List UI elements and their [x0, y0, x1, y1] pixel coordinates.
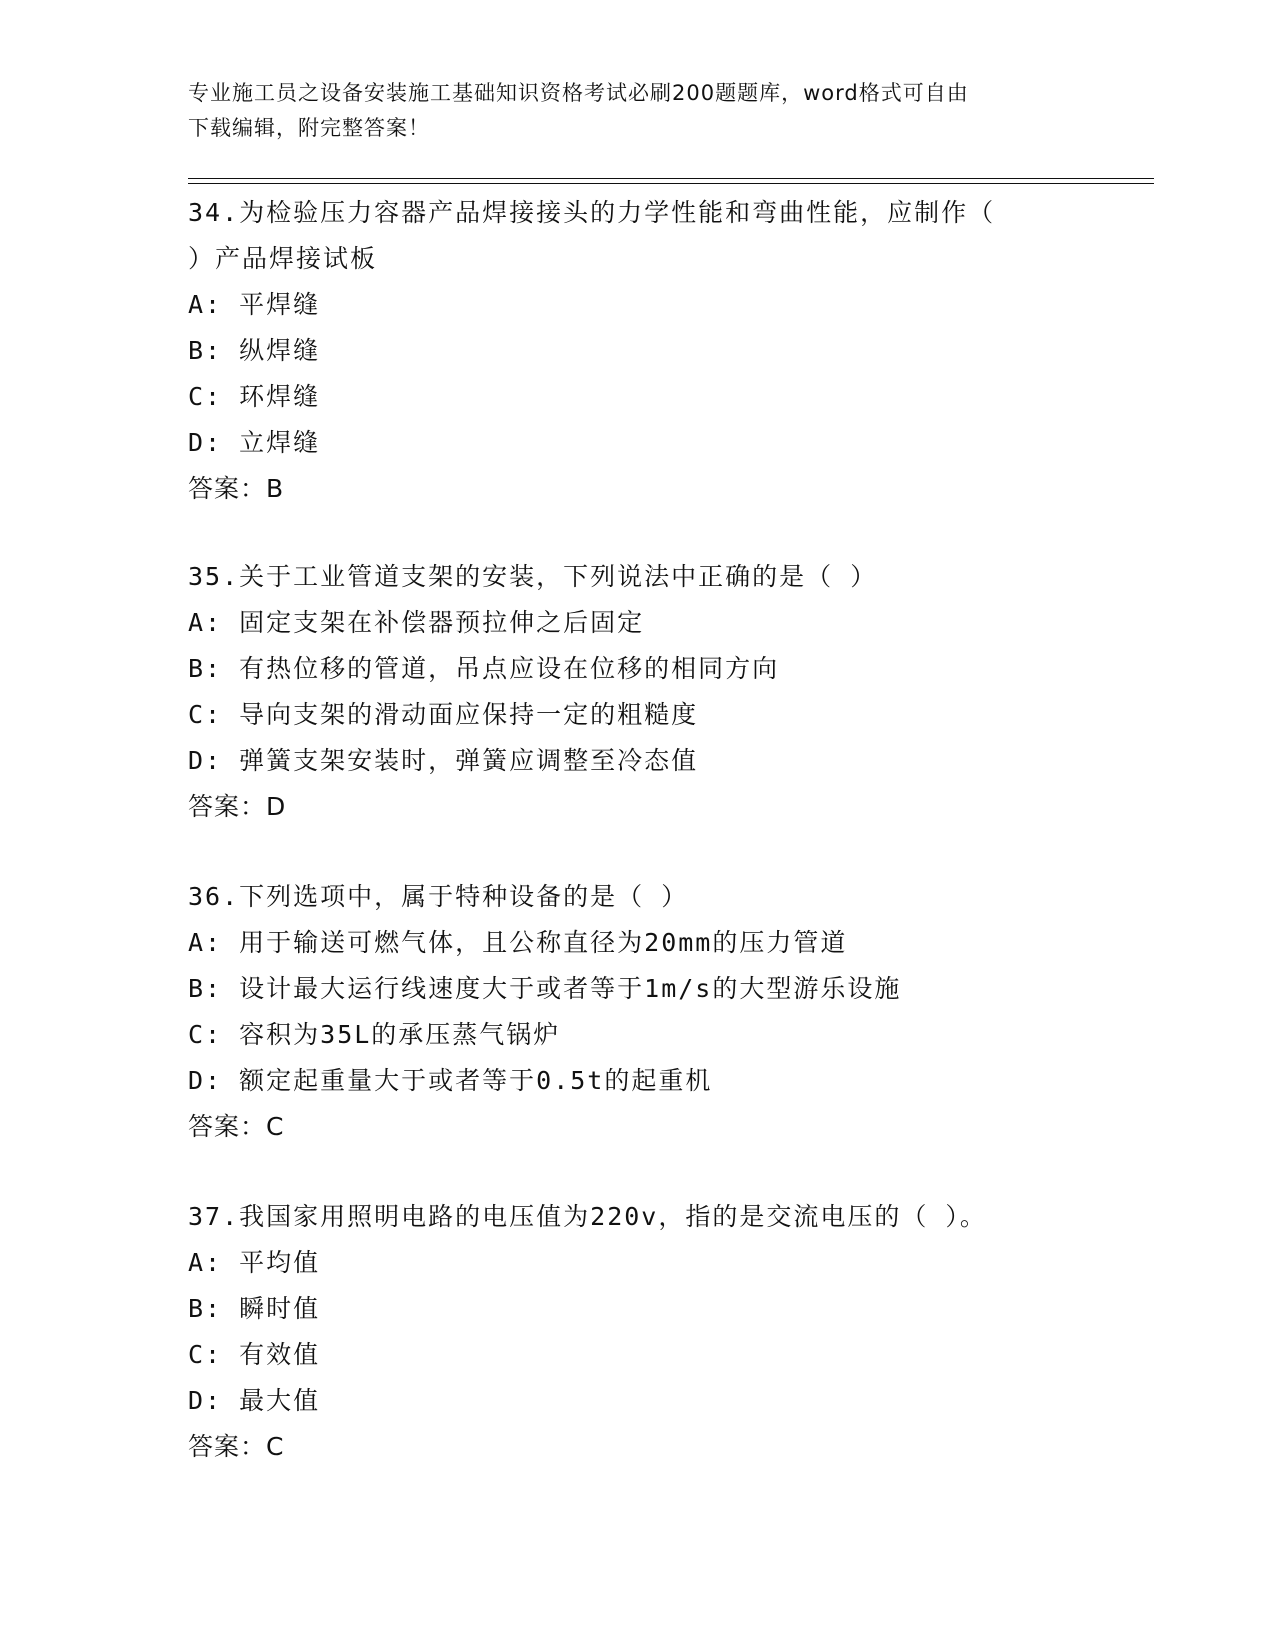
- option-d: D: 立焊缝: [188, 428, 321, 457]
- option-c: C: 导向支架的滑动面应保持一定的粗糙度: [188, 700, 699, 729]
- question-stem-line: 35.关于工业管道支架的安装，下列说法中正确的是（ ）: [188, 562, 878, 591]
- option-b: B: 纵焊缝: [188, 336, 321, 365]
- option-c: C: 容积为35L的承压蒸气锅炉: [188, 1020, 561, 1049]
- question-stem-line: 36.下列选项中，属于特种设备的是（ ）: [188, 882, 689, 911]
- option-b: B: 瞬时值: [188, 1294, 321, 1323]
- option-a: A: 平均值: [188, 1248, 321, 1277]
- question-35: [188, 554, 1088, 830]
- option-d: D: 弹簧支架安装时，弹簧应调整至冷态值: [188, 746, 699, 775]
- header-line-2: 下载编辑，附完整答案！: [188, 116, 430, 140]
- answer-line: 答案：B: [188, 474, 285, 503]
- option-b: B: 设计最大运行线速度大于或者等于1m/s的大型游乐设施: [188, 974, 902, 1003]
- option-d: D: 额定起重量大于或者等于0.5t的起重机: [188, 1066, 713, 1095]
- header-rule-bottom: [188, 183, 1154, 184]
- option-a: A: 用于输送可燃气体，且公称直径为20mm的压力管道: [188, 928, 848, 957]
- question-stem-line: 37.我国家用照明电路的电压值为220v，指的是交流电压的（ ）。: [188, 1202, 987, 1231]
- option-b: B: 有热位移的管道，吊点应设在位移的相同方向: [188, 654, 780, 683]
- question-34: [188, 190, 1088, 512]
- answer-line: 答案：D: [188, 792, 287, 821]
- option-a: A: 固定支架在补偿器预拉伸之后固定: [188, 608, 645, 637]
- question-stem-line: 34.为检验压力容器产品焊接接头的力学性能和弯曲性能，应制作（: [188, 198, 996, 227]
- answer-line: 答案：C: [188, 1432, 285, 1461]
- option-d: D: 最大值: [188, 1386, 321, 1415]
- document-header: [188, 76, 1088, 146]
- option-a: A: 平焊缝: [188, 290, 321, 319]
- header-line-1: 专业施工员之设备安装施工基础知识资格考试必刷200题题库，word格式可自由: [188, 81, 969, 105]
- answer-line: 答案：C: [188, 1112, 285, 1141]
- question-36: [188, 874, 1088, 1150]
- header-rule-top: [188, 178, 1154, 179]
- option-c: C: 环焊缝: [188, 382, 321, 411]
- option-c: C: 有效值: [188, 1340, 321, 1369]
- question-stem-line: ）产品焊接试板: [188, 244, 378, 273]
- question-37: [188, 1194, 1088, 1470]
